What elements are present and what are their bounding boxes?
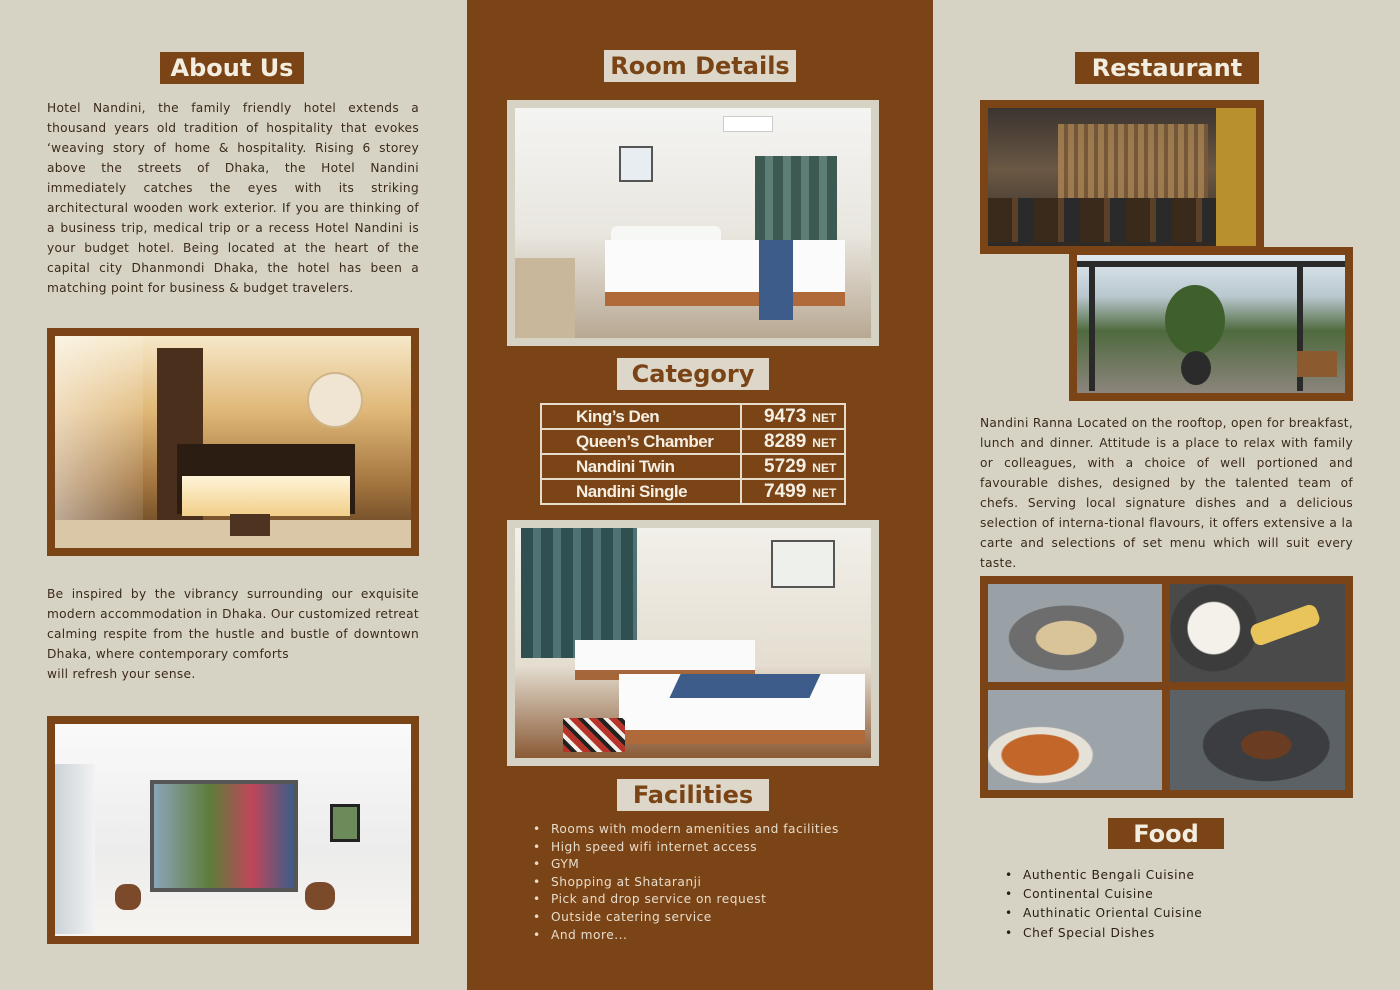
facility-item: • Outside catering service [533, 909, 873, 927]
category-row [541, 479, 845, 504]
food-photo-3 [988, 690, 1162, 790]
category-price [741, 404, 845, 429]
category-price [741, 429, 845, 454]
category-price-unit: NET [812, 460, 837, 475]
food-photos-frame [980, 576, 1353, 798]
facility-item: • Rooms with modern amenities and facilities [533, 821, 873, 839]
category-price-value: 7499 [764, 480, 807, 502]
restaurant-indoor-photo-frame [980, 100, 1264, 254]
about-inspire-block [47, 584, 419, 684]
room-details-heading: Room Details [604, 50, 796, 82]
bedroom-photo-frame [507, 100, 879, 346]
category-name: Nandini Twin [541, 454, 741, 479]
category-price-value: 5729 [764, 455, 807, 477]
hallway-photo [55, 724, 411, 936]
about-panel [0, 0, 467, 990]
lobby-photo [55, 336, 411, 548]
food-item: • Continental Cuisine [1005, 885, 1305, 904]
category-price [741, 454, 845, 479]
about-intro-text: Hotel Nandini, the family friendly hotel extends a thousand years old tradition of hospitality that evokes ‘weaving story of home & hospitality. Rising 6 storey above the streets of Dhaka, the Hotel Nandini immediately catches the eyes with its striking architectural wooden work exterior. If you are thinking of a business trip, medical trip or a recess Hotel Nandini is your budget hotel. Being located at the heart of the capital city Dhanmondi Dhaka, the hotel has been a matching point for business & budget travelers. [47, 101, 419, 295]
category-name: Nandini Single [541, 479, 741, 504]
category-row [541, 454, 845, 479]
facility-item: • Pick and drop service on request [533, 891, 873, 909]
facility-item: • Shopping at Shataranji [533, 874, 873, 892]
category-price-value: 8289 [764, 430, 807, 452]
bedroom-photo [515, 108, 871, 338]
twin-room-photo-frame [507, 520, 879, 766]
about-heading: About Us [160, 52, 304, 84]
food-item: • Chef Special Dishes [1005, 924, 1305, 943]
food-item: • Authinatic Oriental Cuisine [1005, 904, 1305, 923]
food-heading: Food [1108, 818, 1224, 849]
food-photo-2 [1170, 584, 1345, 682]
facilities-heading: Facilities [617, 779, 769, 811]
food-photo-4 [1170, 690, 1345, 790]
hallway-photo-frame [47, 716, 419, 944]
category-price-unit: NET [812, 410, 837, 425]
facility-item: • GYM [533, 856, 873, 874]
rooftop-photo [1077, 255, 1345, 393]
category-price [741, 479, 845, 504]
twin-room-photo [515, 528, 871, 758]
about-inspire-text: Be inspired by the vibrancy surrounding our exquisite modern accommodation in Dhaka. Our customized retreat calming respite from the hustle and bustle of downtown Dhaka, where contemporary comforts [47, 587, 419, 661]
restaurant-description: Nandini Ranna Located on the rooftop, open for breakfast, lunch and dinner. Attitude is a place to relax with family or colleagues, with a choice of well portioned and favourable dishes, designed by the talented team of chefs. Serving local signature dishes and a delicious selection of interna-tional flavours, it offers extensive a la carte and selections of set menu which will suit every taste. [980, 416, 1353, 570]
restaurant-panel [933, 0, 1400, 990]
category-price-value: 9473 [764, 405, 807, 427]
lobby-photo-frame [47, 328, 419, 556]
food-photo-1 [988, 584, 1162, 682]
category-name: Queen’s Chamber [541, 429, 741, 454]
facility-item: • And more... [533, 927, 873, 945]
category-row [541, 429, 845, 454]
category-price-unit: NET [812, 485, 837, 500]
category-price-unit: NET [812, 435, 837, 450]
food-list [1005, 866, 1305, 943]
restaurant-indoor-photo [988, 108, 1256, 246]
rooftop-photo-frame [1069, 247, 1353, 401]
category-price-table [540, 403, 846, 505]
about-inspire-end-text: will refresh your sense. [47, 667, 196, 681]
facility-item: • High speed wifi internet access [533, 839, 873, 857]
restaurant-heading: Restaurant [1075, 52, 1259, 84]
facilities-list [533, 821, 873, 944]
category-heading: Category [617, 358, 769, 390]
room-panel [467, 0, 933, 990]
category-row [541, 404, 845, 429]
category-name: King’s Den [541, 404, 741, 429]
food-item: • Authentic Bengali Cuisine [1005, 866, 1305, 885]
